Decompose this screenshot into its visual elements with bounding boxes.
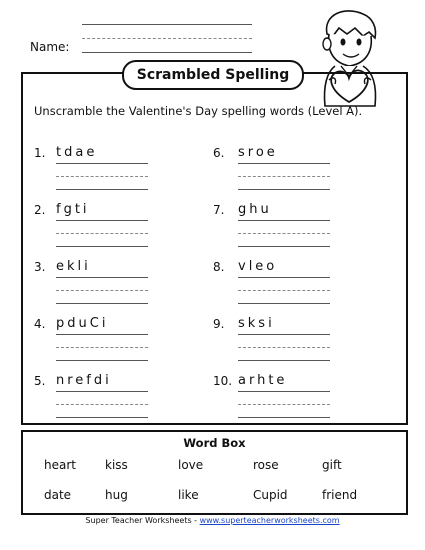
question-number: 9. <box>213 317 225 331</box>
answer-line[interactable] <box>238 189 330 190</box>
question-number: 3. <box>34 260 46 274</box>
answer-line-top <box>56 334 148 335</box>
answer-line-mid <box>56 176 148 177</box>
word-box-word: friend <box>322 488 358 502</box>
answer-line-mid <box>238 176 330 177</box>
footer-text: Super Teacher Worksheets - <box>85 516 200 525</box>
question-number: 5. <box>34 374 46 388</box>
answer-line-mid <box>56 347 148 348</box>
name-line[interactable] <box>82 52 252 53</box>
answer-line[interactable] <box>238 360 330 361</box>
name-label: Name: <box>30 40 70 54</box>
instructions: Unscramble the Valentine's Day spelling words (Level A). <box>34 104 363 118</box>
answer-line[interactable] <box>56 189 148 190</box>
footer <box>0 516 425 525</box>
word-box-word: rose <box>253 458 279 472</box>
answer-line-top <box>238 220 330 221</box>
word-box-word: kiss <box>105 458 128 472</box>
scrambled-word: vleo <box>238 259 278 274</box>
question-number: 1. <box>34 146 46 160</box>
answer-line-mid <box>238 404 330 405</box>
answer-line-mid <box>238 347 330 348</box>
answer-line-mid <box>238 290 330 291</box>
scrambled-word: sksi <box>238 316 275 331</box>
word-box-word: Cupid <box>253 488 288 502</box>
answer-line-top <box>56 163 148 164</box>
scrambled-word: nrefdi <box>56 373 112 388</box>
answer-line[interactable] <box>238 417 330 418</box>
answer-line[interactable] <box>56 303 148 304</box>
answer-line[interactable] <box>238 246 330 247</box>
scrambled-word: arhte <box>238 373 288 388</box>
scrambled-word: fgti <box>56 202 90 217</box>
scrambled-word: pduCi <box>56 316 109 331</box>
answer-line-top <box>238 391 330 392</box>
word-box <box>21 430 408 515</box>
question-number: 8. <box>213 260 225 274</box>
question-number: 10. <box>213 374 233 388</box>
word-box-word: heart <box>44 458 76 472</box>
name-line-mid <box>82 38 252 39</box>
word-box-title: Word Box <box>183 436 246 450</box>
answer-line-top <box>56 220 148 221</box>
answer-line-top <box>56 391 148 392</box>
question-number: 7. <box>213 203 225 217</box>
answer-line-mid <box>56 290 148 291</box>
word-box-word: hug <box>105 488 128 502</box>
answer-line[interactable] <box>56 246 148 247</box>
scrambled-word: ghu <box>238 202 272 217</box>
answer-line-mid <box>56 233 148 234</box>
answer-line-top <box>238 163 330 164</box>
answer-line[interactable] <box>56 360 148 361</box>
scrambled-word: sroe <box>238 145 278 160</box>
answer-line[interactable] <box>56 417 148 418</box>
question-number: 2. <box>34 203 46 217</box>
question-number: 6. <box>213 146 225 160</box>
answer-line-top <box>238 334 330 335</box>
footer-link[interactable]: www.superteacherworksheets.com <box>199 516 340 525</box>
answer-line-top <box>56 277 148 278</box>
name-line-top <box>82 24 252 25</box>
word-box-word: date <box>44 488 72 502</box>
answer-line-mid <box>238 233 330 234</box>
answer-line[interactable] <box>238 303 330 304</box>
worksheet-title: Scrambled Spelling <box>122 60 304 90</box>
question-number: 4. <box>34 317 46 331</box>
answer-line-mid <box>56 404 148 405</box>
scrambled-word: tdae <box>56 145 98 160</box>
scrambled-word: ekli <box>56 259 91 274</box>
answer-line-top <box>238 277 330 278</box>
word-box-word: like <box>178 488 199 502</box>
word-box-word: love <box>178 458 204 472</box>
word-box-word: gift <box>322 458 342 472</box>
